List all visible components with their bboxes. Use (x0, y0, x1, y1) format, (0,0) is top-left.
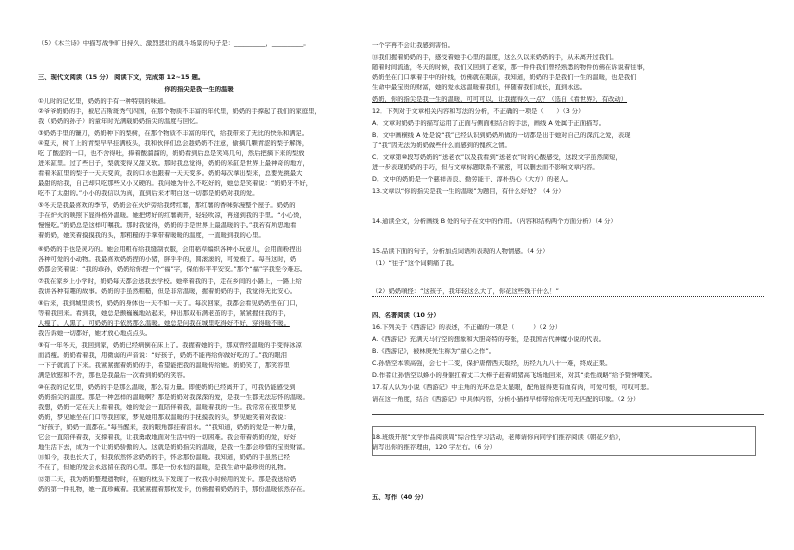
right-text-line: 15.品读下面的句子，分析加点词语所表现的人物情感。（4 分） (372, 248, 549, 255)
right-text-line: 奶奶坐在门口拿着手中的针线，仿佛就在眼前，我知道，奶奶的手是我们一生的温暖，也是我们 (372, 74, 637, 81)
left-text-line: ⑫第二天，我为奶奶整理遗物时，在她的枕头下发现了一枚我小时候用的发卡。那是我送给奶 (38, 476, 297, 483)
left-text-line: ②爷爷奶奶的手，被尼吉斯斑秀气四国，在那个物质不丰富的年代里，奶奶的手撑起了我们的家庭里， (38, 108, 321, 115)
right-text-line: 16.下列关于《西游记》的表述，不正确的一项是（ ）（2 分） (372, 324, 562, 331)
right-text-line: 18.班级开展“文学作品阅读周”综合性学习活动，老师请你向同学们推荐阅读《朝花夕拾》， (372, 434, 625, 441)
left-text-line: 奶都会笑着说：“我的乖孙，奶奶给你捏一个“福”字，保佑你平平安安。”那个“福”字我至今难忘。 (38, 266, 307, 273)
left-text-line: 奶奶指尖的温度。那是一种怎样的温暖啊？那是奶奶对我深深的爱，是我一生都无法忘怀的温暖。 (38, 394, 309, 401)
left-text-line: 奶的第一件礼物，她一直珍藏着。我紧紧握着那枚发卡，仿佛握着奶奶的手，那份温暖依然存在。 (38, 486, 309, 493)
left-text-line: ⑩在我的记忆里，奶奶的手是那么温暖，那么有力量。即使奶奶已经离开了，可我仍能感受到 (38, 384, 296, 391)
left-text-line: （5）《木兰诗》中描写战争旷日持久、激烈悲壮的战斗场景的句子是：__________，__________。 (38, 40, 310, 47)
left-text-line: 我告诉她一切都好，她才放心地点点头。 (38, 330, 152, 337)
right-text-line: （1）“往子”这个词刺痛了我。 (372, 260, 459, 267)
right-text-line: 了“我”因无法为奶奶做些什么而感到的愧疚之情。 (372, 142, 511, 149)
right-text-line: 17.有人认为小说《西游记》中主角的光环总是太显眼，配角显得更有血有肉，可爱可恨，可叹可悲。 (372, 384, 653, 391)
left-text-line: ⑨有一年冬天，我回到家，奶奶已经病倒在床上了。我握着她的手，那双曾经温暖的手变得冰凉 (38, 342, 302, 349)
left-text-line: 等着我回来。看到我，她总是颤巍巍地站起来，伸出那双布满老茧的手，紧紧握住我的手， (38, 310, 290, 317)
right-text-line: A．文章对奶奶手的描写运用了正面与侧面相结合的手法，画线 A 处属于正面描写。 (372, 120, 606, 127)
right-text-line: D.作者让孙悟空以蜂小的身躯扛着丈二大棒子赶着胡猪高飞场地回来，对其“柔性战略”给予赞誉嘲笑。 (372, 372, 657, 379)
right-text-line: 奶奶，你的指尖是我一生的温暖，可可可以，让我握得久一点？（选自《看世界》，有改动） (372, 96, 628, 103)
left-text-line: 进米缸里。过了些日子，梨就变得又甜又软。那时我总觉得，奶奶的米缸是世界上最神奇的地方， (38, 160, 309, 167)
left-text-line: 而消瘦。奶奶看着我，用微弱的声音说：“好孩子，奶奶不能再给你做好吃的了。”我的眼泪 (38, 352, 287, 359)
left-text-line: ⑪如今，我也长大了，但我依然怀念奶奶的手，怀念那份温暖。我知道，奶奶的手虽然已经 (38, 454, 290, 461)
left-text-line: “好孩子，奶奶一直都在。”每当醒来，我的眼角都挂着泪水。“”我知道，奶奶的爱是一种力量， (38, 424, 300, 431)
right-text-line: B.《西游记》，被林庚先生称为“童心之作”。 (372, 348, 496, 355)
right-text-line: D．文中的奶奶是一个慈祥善良、勤劳能干、淳朴热心（大方）的老人。 (372, 176, 573, 183)
right-text-line: B．文中画横线 A 处是说“我”已经认识到奶奶所做的一切都是出于她对自己的深沉之爱，表现 (372, 132, 631, 139)
left-text-line: ③奶奶手里的镰刀，奶奶种下的梨树，在那个物质不丰富的年代，给我带来了无比的快乐和满足。 (38, 130, 309, 137)
left-text-line: ⑦我在家乡上小学时，奶奶每天都会送我去学校。她牵着我的手，走在乡间的小路上，一路上给 (38, 278, 302, 285)
right-text-line: A.《西游记》充满天马行空的想象和大胆奇特的夸张，是我国古代神魔小说的代表。 (372, 336, 605, 343)
right-text-line: （2）奶奶嗔怪：“这孩子，我年轻这么大了，你花这些钱干什么！” (372, 288, 764, 297)
right-text-line: 一个字再不会让我感到害怕。 (372, 42, 454, 49)
left-text-line: 奶奶，梦见她坐在门口等我回家，梦见她用那双温暖的手抚摸我的头，梦见她笑着对我说： (38, 414, 290, 421)
right-text-line: C.孙悟空本领高强，会七十二变，保护唐僧西天取经，历经九九八十一难，终成正果。 (372, 360, 612, 367)
left-text-line: 不在了，但她的爱会永远留在我的心里。那是一份永恒的温暖，是我生命中最珍贵的礼物。 (38, 464, 290, 471)
left-text-line: 地生活下去，成为一个让奶奶骄傲的人。这就是奶奶指尖的温暖，是我一生都会珍惜的宝贵财富。 (38, 444, 309, 451)
left-text-line: 一下子就流了下来。我紧紧握着奶奶的手，希望能把我的温暖传给她。奶奶笑了，那笑容里 (38, 362, 290, 369)
left-text-line: 你的指尖是我一生的温暖 (164, 86, 234, 93)
right-text-line: 请在这一角度，结合《西游记》中具体内容，分析小猫样早样带给你无可无匹配的印象。（2 分） (372, 396, 640, 403)
answer-rule (372, 414, 764, 415)
right-text-line: 生命中最宝贵的财富，她的爱永远温暖着我们，伴随着我们成长，直到永远。 (372, 84, 587, 91)
left-text-line: 吃 了酸涩的一口，也不舍得吐，捧着酸溜溜的，奶奶看到后总是笑骂几句，然后把摘下来的梨放 (38, 150, 305, 157)
left-text-line: 三、现代文阅读（15 分） 阅读下文，完成第 12~15 题。 (38, 74, 205, 81)
right-text-line: 随着时间流逝，冬天的时候，我们又回到了老家，那一件件我们曾经熟悉的物件仿佛在诉说着往事， (372, 64, 650, 71)
left-text-line: ⑧后来，我到城里读书，奶奶的身体也一天不如一天了。每次回家，我都会看见奶奶坐在门口， (38, 300, 302, 307)
left-text-line: 看着米缸里的梨子一天天变黄，我的口水也跟着一天天变多。奶奶每次拿出梨来，总要先挑最大 (38, 170, 303, 177)
left-text-line: 它会一直陪伴着我，支撑着我，让我勇敢地面对生活中的一切困难。我会带着奶奶的爱，好好 (38, 434, 297, 441)
right-text-line: 13.文章以“你的指尖是我一生的温暖”为题目，有什么好处？（4 分） (372, 188, 565, 195)
left-text-line: 手在炉火的映照下显得格外温暖。她把烤好的红薯剥开，轻轻吹凉，再递到我的手里。“小心烫， (38, 212, 306, 219)
right-text-line: C．文章第⑩段写奶奶的“送老衣”以及我看到“送老衣”时的心酸感受，这段文字虽然简短， (372, 154, 622, 161)
left-text-line: ⑥奶奶的手也是灵巧的。她会用粗布给我缝制衣服，会用稻草编织各种小玩意儿，会用面粉捏出 (38, 246, 302, 253)
left-text-line: 我想，奶奶一定在天上看着我，她的爱会一直陪伴着我，温暖着我的一生。我常常在夜里梦见 (38, 404, 297, 411)
right-text-line: 12．下列对于文章相关内容和写法的分析，不正确的一项是（ ）（3 分） (372, 108, 585, 115)
left-text-line: 吃不了太甜的。”小小的我信以为真，直到后来才明白这一切都是奶奶对我的爱。 (38, 190, 259, 197)
right-text-line: 五、写作（40 分） (372, 494, 428, 501)
left-text-line: 满是欣慰和不舍，那也是我最后一次看到奶奶的笑容。 (38, 372, 190, 379)
left-text-line: 最甜的给我，自己却只吃那些又小又硬的。我问她为什么不吃好的，她总是笑着说：“奶奶牙不好， (38, 180, 313, 187)
left-text-line: 着奶奶，她笑着摸摸我的头，那粗糙的手掌带着暖暖的温度，一直暖到我的心里。 (38, 232, 265, 239)
left-text-line: 我（奶奶的孙子）的童年时光满载奶奶指尖的温度与回忆。 (38, 118, 202, 125)
right-text-line: 四、名著阅读（10 分） (372, 312, 440, 319)
right-text-line: 请写出你的推荐理由，120 字左右。（6 分） (372, 444, 496, 451)
left-text-line: ①儿时的记忆里，奶奶的手有一种特别的味道。 (38, 98, 170, 105)
right-text-line: 14.通读全文，分析画线 B 处的句子在文中的作用。（内容和结构两个方面分析）（4 分） (372, 218, 617, 225)
right-text-line: ⑬我们握着奶奶的手，感受着她手心里的温度，这么久以来奶奶的手，从未离开过我们。 (372, 54, 618, 61)
left-text-line: 人瘦了，人黑了，可奶奶的手依然那么温暖。她总是问我在城里吃得好不好，穿得暖不暖。 (38, 320, 290, 327)
left-text-line: 我讲各种有趣的故事。奶奶的手虽然粗糙，但是非常温暖，握着奶奶的手，我觉得无比安心。 (38, 288, 297, 295)
left-text-line: ④夏天，树丫上的青梨早早挂满枝头，我和伙伴们总会趁奶奶不注意，偷摘几颗青涩的梨子解馋， (38, 140, 309, 147)
left-text-line: ⑤冬天是我最喜欢的季节，奶奶会在火炉旁给我烤红薯，那红薯的香味弥漫整个屋子。奶奶的 (38, 202, 296, 209)
left-text-line: 各种可爱的小动物。我最喜欢奶奶捏的小猪，胖乎乎的，圆滚滚的，可爱极了。每当这时，奶 (38, 256, 297, 263)
left-text-line: 慢慢吃。”奶奶总是这样叮嘱我。那时我觉得，奶奶的手是世界上最温暖的手。”我若有所思地看 (38, 222, 297, 229)
right-text-line: 进一步表现奶奶的手巧，但与文章标题联系不紧密，可以删去而不影响文章内容。 (372, 164, 599, 171)
